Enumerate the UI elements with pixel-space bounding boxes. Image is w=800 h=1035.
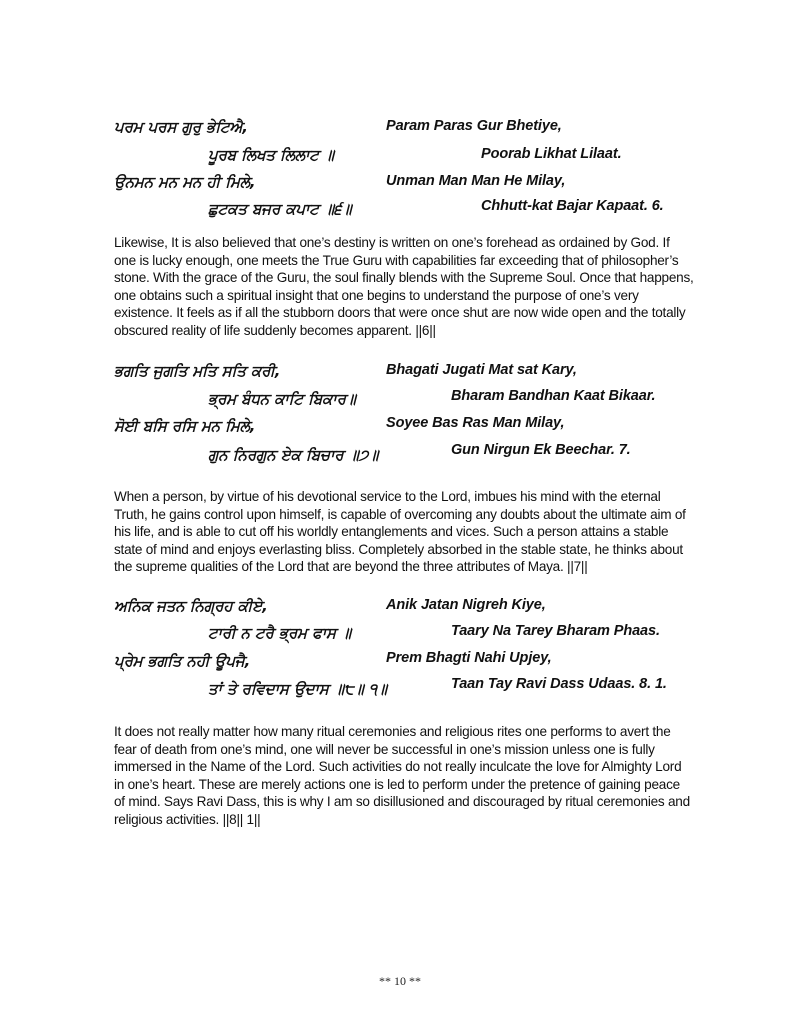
explanation-paragraph: Likewise, It is also believed that one’s destiny is written on one’s forehead as ordained by God. If one is lucky enough, one meets the True Guru with capabilities far exceeding that of philosopher’s stone. With the grace of the Guru, the soul finally blends with the Supreme Soul. Once that happens, one obtains such a spiritual insight that one begins to understand the purpose of one’s very existence. It feels as if all the stubborn doors that were once shut are now wide open and the totally obscured reality of life suddenly becomes apparent. ||6||	[114, 235, 694, 338]
roman-line: Soyee Bas Ras Man Milay,	[386, 415, 565, 431]
page-number: ** 10 **	[379, 974, 421, 988]
gurmukhi-line: ਭ੍ਰਮ ਬੰਧਨ ਕਾਟਿ ਬਿਕਾਰ॥	[208, 390, 356, 408]
gurmukhi-line: ਪ੍ਰੇਮ ਭਗਤਿ ਨਹੀ ਊਪਜੈ,	[114, 652, 251, 670]
gurmukhi-line: ਤਾਂ ਤੇ ਰਵਿਦਾਸ ਉਦਾਸ ॥੮॥ ੧॥	[208, 680, 387, 698]
gurmukhi-line: ਅਨਿਕ ਜਤਨ ਨਿਗ੍ਰਹ ਕੀਏ,	[114, 597, 268, 615]
gurmukhi-line: ਸੋਈ ਬਸਿ ਰਸਿ ਮਨ ਮਿਲੇ,	[114, 417, 256, 435]
roman-line: Chhutt-kat Bajar Kapaat. 6.	[481, 198, 664, 214]
gurmukhi-line: ਛੁਟਕਤ ਬਜਰ ਕਪਾਟ ॥੬॥	[208, 200, 352, 218]
roman-line: Taary Na Tarey Bharam Phaas.	[451, 623, 660, 639]
gurmukhi-line: ਪਰਮ ਪਰਸ ਗੁਰੁ ਭੇਟਿਐ,	[114, 118, 248, 136]
roman-line: Anik Jatan Nigreh Kiye,	[386, 597, 546, 613]
gurmukhi-line: ਭਗਤਿ ਜੁਗਤਿ ਮਤਿ ਸਤਿ ਕਰੀ,	[114, 362, 281, 380]
explanation-paragraph: It does not really matter how many ritual ceremonies and religious rites one performs to avert the fear of death from one’s mind, one will never be successful in one’s mission unless one is fully immersed in the Name of the Lord. Such activities do not really inculcate the love for Almighty Lord in one’s heart. These are merely actions one is led to perform under the pretence of gaining peace of mind. Says Ravi Dass, this is why I am so disillusioned and discouraged by ritual ceremonies and religious activities. ||8|| 1||	[114, 724, 690, 827]
explanation-paragraph: When a person, by virtue of his devotional service to the Lord, imbues his mind with the eternal Truth, he gains control upon himself, is capable of overcoming any doubts about the ultimate aim of his life, and is able to cut off his worldly entanglements and vices. Such a person attains a stable state of mind and enjoys everlasting bliss. Completely absorbed in the stable state, he thinks about the supreme qualities of the Lord that are beyond the three attributes of Maya. ||7||	[114, 489, 686, 575]
roman-line: Bharam Bandhan Kaat Bikaar.	[451, 388, 656, 404]
roman-line: Param Paras Gur Bhetiye,	[386, 118, 562, 134]
gurmukhi-line: ਪੂਰਬ ਲਿਖਤ ਲਿਲਾਟ ॥	[208, 146, 334, 164]
roman-line: Unman Man Man He Milay,	[386, 173, 566, 189]
roman-line: Gun Nirgun Ek Beechar. 7.	[451, 442, 631, 458]
roman-line: Prem Bhagti Nahi Upjey,	[386, 650, 552, 666]
roman-line: Taan Tay Ravi Dass Udaas. 8. 1.	[451, 676, 667, 692]
gurmukhi-line: ਟਾਰੀ ਨ ਟਰੈ ਭ੍ਰਮ ਫਾਸ ॥	[208, 624, 352, 642]
gurmukhi-line: ਗੁਨ ਨਿਰਗੁਨ ਏਕ ਬਿਚਾਰ ॥੭॥	[208, 446, 379, 464]
gurmukhi-line: ਉਨਮਨ ਮਨ ਮਨ ਹੀ ਮਿਲੇ,	[114, 173, 256, 191]
roman-line: Poorab Likhat Lilaat.	[481, 146, 622, 162]
roman-line: Bhagati Jugati Mat sat Kary,	[386, 362, 577, 378]
